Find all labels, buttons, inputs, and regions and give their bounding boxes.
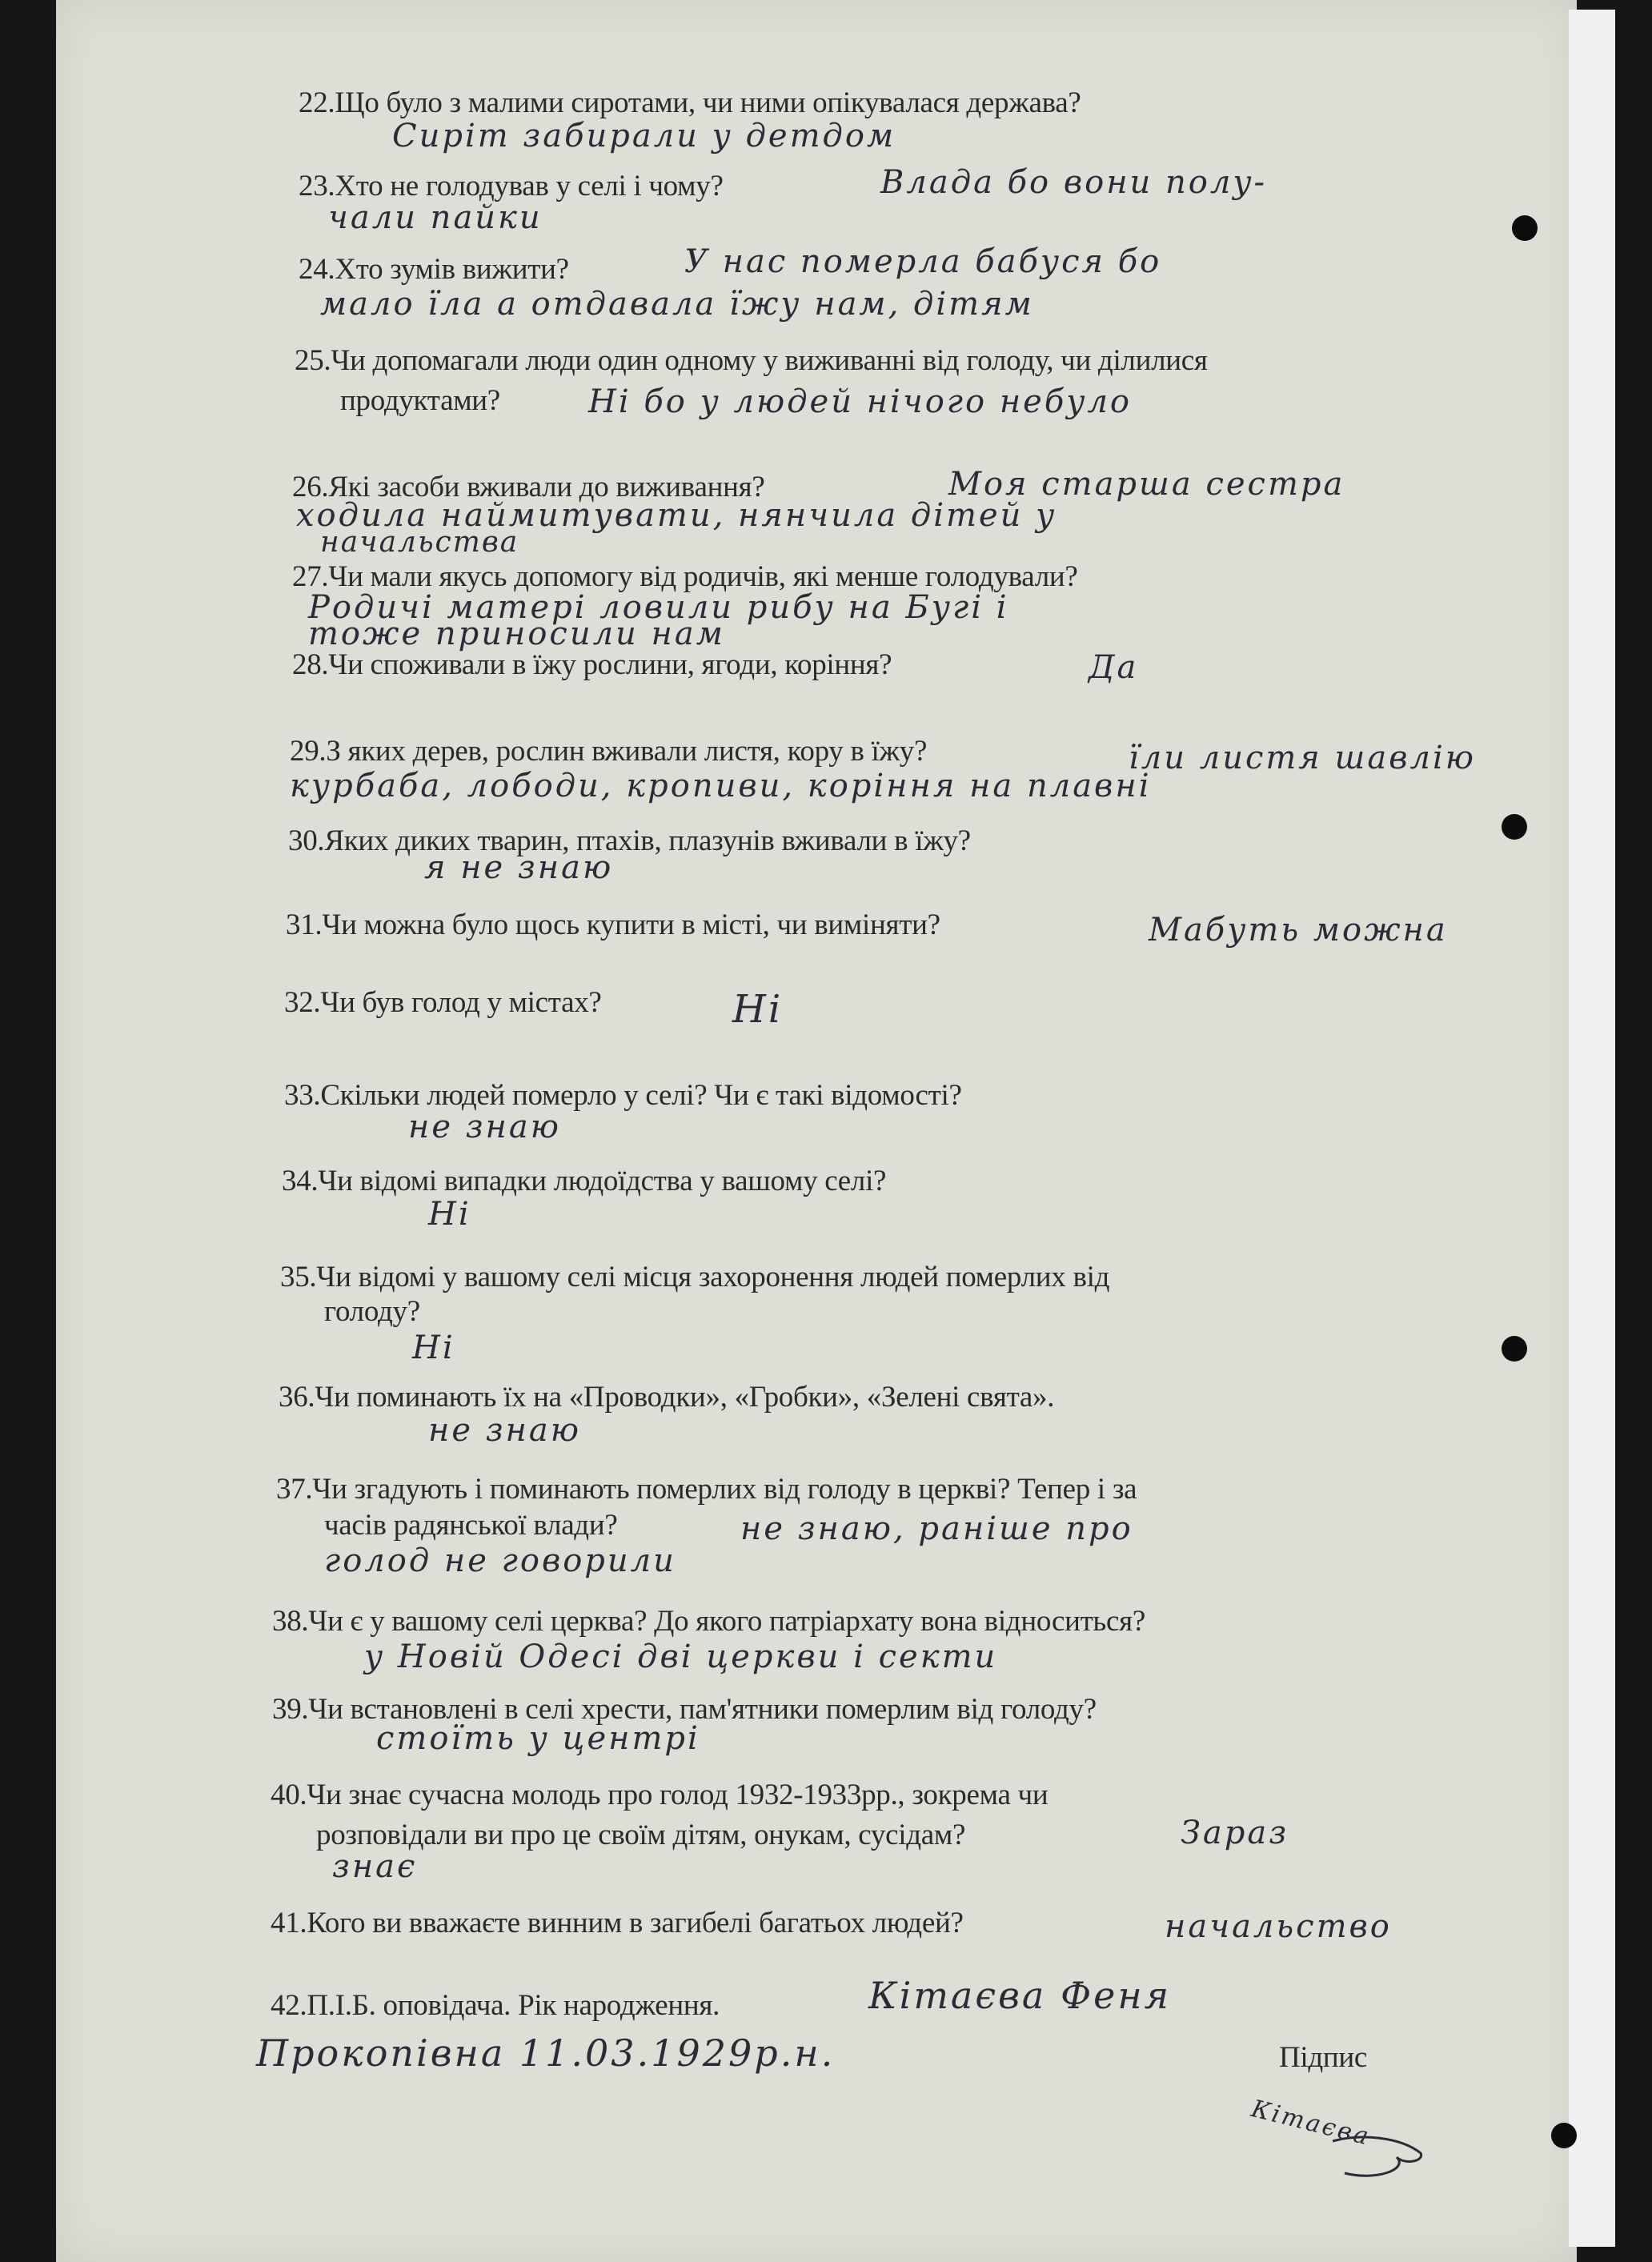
answer-26-line-3: начальства	[320, 526, 519, 559]
answer-24-line-2: мало їла а отдавала їжу нам, дітям	[320, 286, 1034, 323]
question-33: 33.Скільки людей померло у селі? Чи є такі відомості?	[284, 1079, 962, 1112]
answer-27-line-2: тоже приносили нам	[308, 616, 725, 652]
answer-39: стоїть у центрі	[376, 1720, 700, 1757]
question-24: 24.Хто зумів вижити?	[299, 253, 569, 286]
question-30: 30.Яких диких тварин, птахів, плазунів вживали в їжу?	[288, 824, 971, 857]
question-26: 26.Які засоби вживали до виживання?	[292, 471, 765, 503]
answer-41: начальство	[1165, 1908, 1392, 1945]
signature-label: Підпис	[1279, 2041, 1368, 2074]
question-28: 28.Чи споживали в їжу рослини, ягоди, коріння?	[292, 648, 892, 681]
answer-29-line-1: їли листя шавлію	[1129, 740, 1476, 776]
answer-42-line-2: Прокопівна 11.03.1929р.н.	[256, 2031, 836, 2075]
answer-31: Мабуть можна	[1149, 912, 1448, 949]
answer-36: не знаю	[428, 1412, 581, 1449]
question-22: 22.Що було з малими сиротами, чи ними опікувалася держава?	[299, 86, 1081, 119]
signature: Кітаєва	[1248, 2095, 1374, 2152]
question-31: 31.Чи можна було щось купити в місті, чи виміняти?	[286, 908, 940, 941]
punch-hole	[1512, 215, 1538, 241]
answer-25: Ні бо у людей нічого небуло	[588, 383, 1133, 420]
question-34: 34.Чи відомі випадки людоїдства у вашому селі?	[282, 1165, 887, 1197]
question-39: 39.Чи встановлені в селі хрести, пам'ятники померлим від голоду?	[272, 1693, 1097, 1726]
answer-27-line-1: Родичі матері ловили рибу на Бугі і	[308, 589, 1009, 626]
question-37-line-1: 37.Чи згадують і поминають померлих від голоду в церкві? Тепер і за	[276, 1473, 1137, 1506]
question-29: 29.З яких дерев, рослин вживали листя, кору в їжу?	[290, 735, 928, 768]
question-35-line-2: голоду?	[324, 1295, 420, 1328]
question-27: 27.Чи мали якусь допомогу від родичів, які менше голодували?	[292, 560, 1078, 593]
question-41: 41.Кого ви вважаєте винним в загибелі багатьох людей?	[271, 1907, 964, 1939]
question-25-line-1: 25.Чи допомагали люди один одному у виживанні від голоду, чи ділилися	[295, 344, 1208, 377]
underlying-page-edge	[1569, 10, 1615, 2247]
answer-40-line-2: знає	[332, 1848, 418, 1885]
answer-32: Ні	[732, 987, 784, 1032]
answer-30: я не знаю	[424, 849, 614, 886]
answer-23-line-1: Влада бо вони полу-	[880, 164, 1268, 201]
answer-24-line-1: У нас померла бабуся бо	[684, 243, 1162, 280]
question-23: 23.Хто не голодував у селі і чому?	[299, 170, 724, 203]
punch-hole	[1502, 814, 1527, 840]
punch-hole	[1502, 1336, 1527, 1362]
answer-29-line-2: курбаба, лободи, кропиви, коріння на плавні	[290, 768, 1152, 804]
signature-flourish	[1329, 2125, 1433, 2189]
question-37-line-2: часів радянської влади?	[324, 1509, 618, 1542]
question-38: 38.Чи є у вашому селі церква? До якого патріархату вона відноситься?	[272, 1605, 1145, 1638]
answer-35: Ні	[412, 1330, 455, 1366]
answer-37-line-2: голод не говорили	[324, 1542, 676, 1579]
question-40-line-2: розповідали ви про це своїм дітям, онукам, сусідам?	[316, 1819, 966, 1851]
answer-40-line-1: Зараз	[1181, 1815, 1289, 1851]
answer-26-line-1: Моя старша сестра	[948, 466, 1345, 503]
answer-28: Да	[1089, 649, 1139, 686]
answer-33: не знаю	[408, 1109, 561, 1145]
answer-34: Ні	[428, 1196, 471, 1233]
question-40-line-1: 40.Чи знає сучасна молодь про голод 1932-1933рр., зокрема чи	[271, 1779, 1049, 1811]
question-32: 32.Чи був голод у містах?	[284, 986, 602, 1019]
question-36: 36.Чи поминають їх на «Проводки», «Гробки», «Зелені свята».	[279, 1381, 1055, 1414]
answer-26-line-2: ходила наймитувати, нянчила дітей у	[296, 497, 1057, 534]
answer-38: у Новій Одесі дві церкви і секти	[364, 1638, 998, 1675]
question-42: 42.П.І.Б. оповідача. Рік народження.	[271, 1989, 720, 2022]
answer-42-line-1: Кітаєва Феня	[868, 1974, 1172, 2017]
question-25-line-2: продуктами?	[340, 384, 500, 417]
answer-22-line-1: Сиріт забирали у детдом	[392, 118, 896, 154]
answer-37-line-1: не знаю, раніше про	[740, 1510, 1133, 1547]
punch-hole	[1551, 2123, 1577, 2148]
answer-23-line-2: чали пайки	[328, 199, 543, 236]
question-35-line-1: 35.Чи відомі у вашому селі місця захоронення людей померлих від	[280, 1261, 1110, 1293]
